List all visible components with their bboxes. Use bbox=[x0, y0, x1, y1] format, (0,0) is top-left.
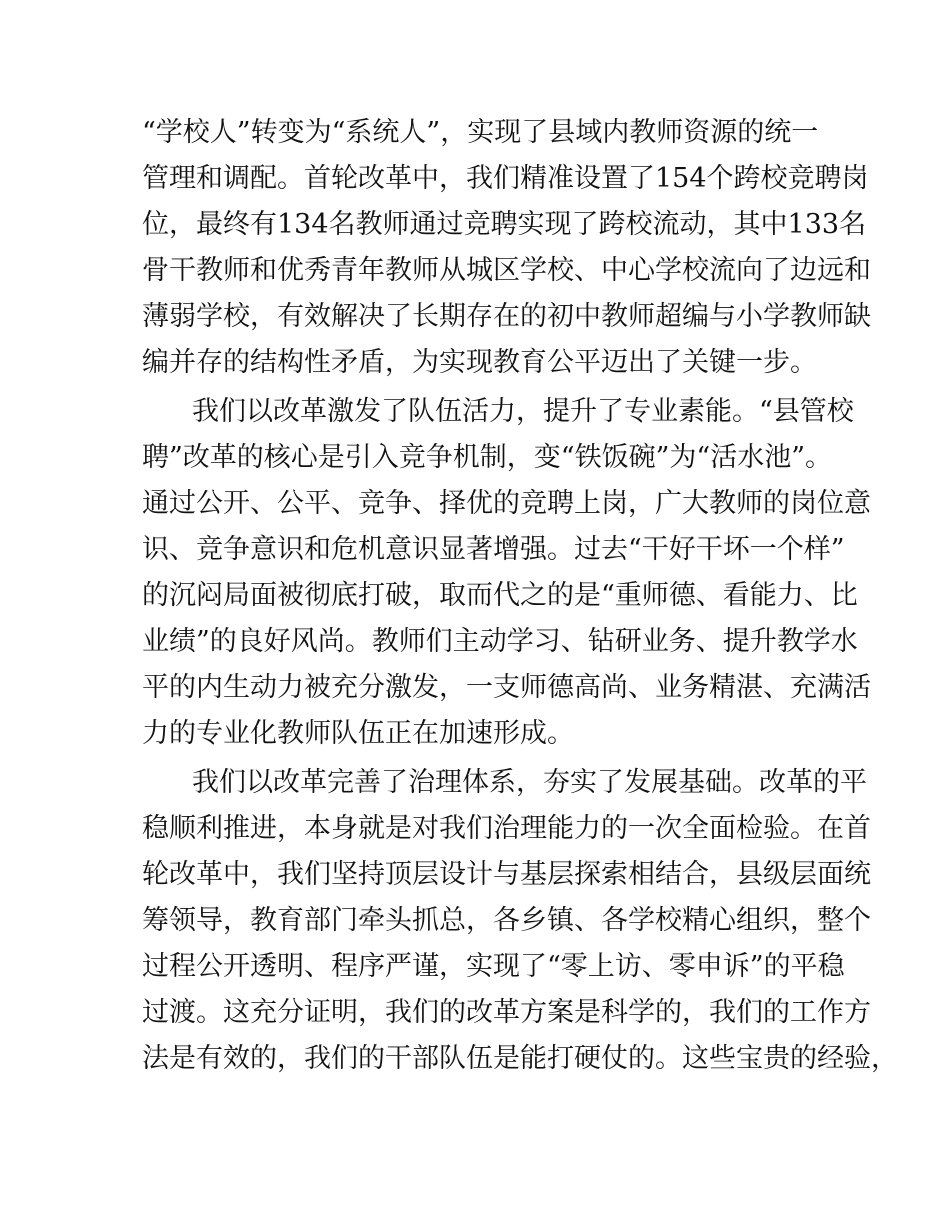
paragraph-3-line-3: 轮改革中，我们坚持顶层设计与基层探索相结合，县级层面统 bbox=[142, 859, 871, 890]
paragraph-2-line-5: 的沉闷局面被彻底打破，取而代之的是“重师德、看能力、比 bbox=[142, 580, 858, 611]
paragraph-2-line-3: 通过公开、公平、竞争、择优的竞聘上岗，广大教师的岗位意 bbox=[142, 488, 871, 519]
paragraph-1-line-6: 编并存的结构性矛盾，为实现教育公平迈出了关键一步。 bbox=[142, 347, 817, 378]
paragraph-1-line-2: 管理和调配。首轮改革中，我们精准设置了154个跨校竞聘岗 bbox=[142, 163, 869, 194]
paragraph-3-line-6: 过渡。这充分证明，我们的改革方案是科学的，我们的工作方 bbox=[142, 997, 871, 1028]
paragraph-2-line-4: 识、竞争意识和危机意识显著增强。过去“干好干坏一个样” bbox=[142, 534, 845, 565]
paragraph-3-line-5: 过程公开透明、程序严谨，实现了“零上访、零申诉”的平稳 bbox=[142, 951, 845, 982]
paragraph-3-line-2: 稳顺利推进，本身就是对我们治理能力的一次全面检验。在首 bbox=[142, 813, 871, 844]
paragraph-1-line-4: 骨干教师和优秀青年教师从城区学校、中心学校流向了边远和 bbox=[142, 255, 871, 286]
paragraph-2-line-2: 聘”改革的核心是引入竞争机制，变“铁饭碗”为“活水池”。 bbox=[142, 442, 833, 473]
paragraph-1-line-5: 薄弱学校，有效解决了长期存在的初中教师超编与小学教师缺 bbox=[142, 301, 871, 332]
paragraph-2-line-8: 力的专业化教师队伍正在加速形成。 bbox=[142, 718, 574, 749]
paragraph-2-line-6: 业绩”的良好风尚。教师们主动学习、钻研业务、提升教学水 bbox=[142, 626, 858, 657]
paragraph-2-line-7: 平的内生动力被充分激发，一支师德高尚、业务精湛、充满活 bbox=[142, 672, 871, 703]
paragraph-3-line-7: 法是有效的，我们的干部队伍是能打硬仗的。这些宝贵的经验， bbox=[142, 1043, 898, 1074]
paragraph-3-line-4: 筹领导，教育部门牵头抓总，各乡镇、各学校精心组织，整个 bbox=[142, 905, 871, 936]
paragraph-1-line-3: 位，最终有134名教师通过竞聘实现了跨校流动，其中133名 bbox=[142, 209, 867, 240]
paragraph-3-line-1: 我们以改革完善了治理体系，夯实了发展基础。改革的平 bbox=[192, 767, 867, 798]
paragraph-1-line-1: “学校人”转变为“系统人”，实现了县域内教师资源的统一 bbox=[142, 117, 819, 148]
paragraph-2-line-1: 我们以改革激发了队伍活力，提升了专业素能。“县管校 bbox=[192, 396, 854, 427]
